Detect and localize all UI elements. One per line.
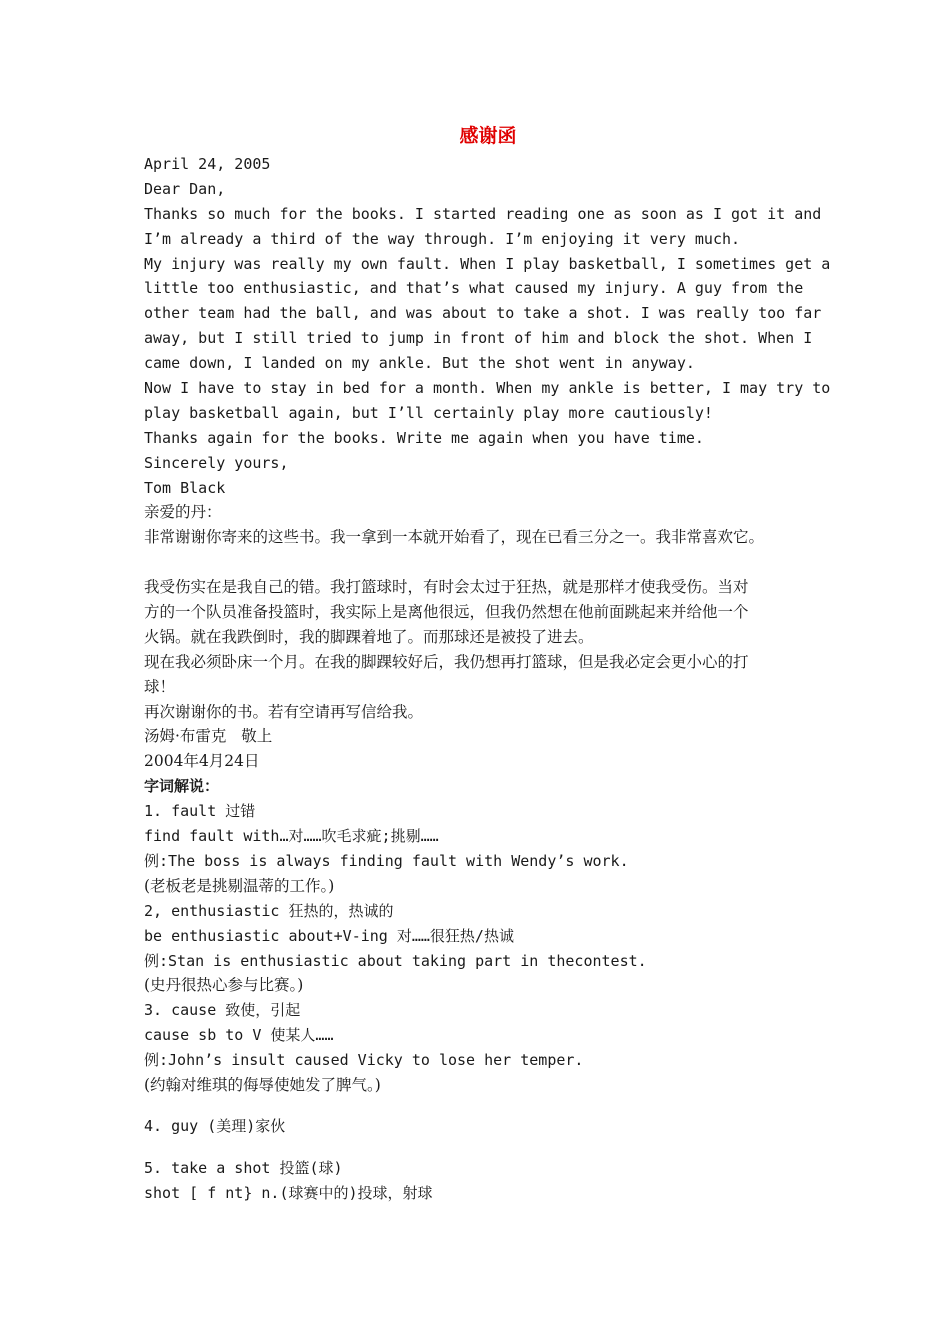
letter-line: little too enthusiastic, and that’s what caused my injury. A guy from the	[144, 279, 804, 298]
vocab-line: shot [ f nt} n.(球赛中的)投球，射球	[144, 1183, 433, 1202]
letter-line: My injury was really my own fault. When I play basketball, I sometimes get a	[144, 254, 831, 273]
page-title: 感谢函	[459, 125, 517, 147]
letter-line: play basketball again, but I’ll certainly play more cautiously!	[144, 403, 713, 422]
vocab-line: (史丹很热心参与比赛。)	[144, 976, 304, 995]
translation-line: 球！	[144, 677, 176, 696]
letter-line: away, but I still tried to jump in front of him and block the shot. When I	[144, 329, 813, 348]
letter-line: came down, I landed on my ankle. But the shot went in anyway.	[144, 354, 695, 373]
vocab-line: be enthusiastic about+V-ing 对……很狂热/热诚	[144, 926, 514, 945]
letter-date: April 24, 2005	[144, 155, 271, 173]
translation-line: 再次谢谢你的书。若有空请再写信给我。	[144, 702, 424, 721]
letter-line: Now I have to stay in bed for a month. When my ankle is better, I may try to	[144, 379, 831, 398]
vocab-line: find fault with…对……吹毛求疵;挑剔……	[144, 827, 439, 846]
letter-line: I’m already a third of the way through. I’m enjoying it very much.	[144, 229, 741, 248]
vocab-line: 例:John’s insult caused Vicky to lose her temper.	[144, 1051, 584, 1070]
letter-line: Thanks so much for the books. I started reading one as soon as I got it and	[144, 204, 822, 223]
translation-signature: 汤姆·布雷克 敬上	[144, 727, 273, 746]
letter-signature: Tom Black	[144, 478, 226, 497]
vocab-line: 2, enthusiastic 狂热的，热诚的	[144, 901, 394, 920]
vocab-line: 3. cause 致使，引起	[144, 1001, 301, 1020]
translation-date: 2004年4月24日	[144, 752, 260, 771]
document-page	[144, 120, 834, 1206]
translation-line: 现在我必须卧床一个月。在我的脚踝较好后，我仍想再打篮球，但是我必定会更小心的打	[144, 652, 749, 671]
translation-line: 火锅。就在我跌倒时，我的脚踝着地了。而那球还是被投了进去。	[144, 627, 594, 646]
translation-paragraph: 非常谢谢你寄来的这些书。我一拿到一本就开始看了，现在已看三分之一。我非常喜欢它。	[144, 528, 765, 547]
letter-salutation: Dear Dan,	[144, 179, 226, 198]
translation-salutation: 亲爱的丹：	[144, 503, 222, 522]
vocab-line: 例:The boss is always finding fault with Wendy’s work.	[144, 851, 629, 870]
letter-line: Thanks again for the books. Write me again when you have time.	[144, 428, 704, 447]
vocab-line: 4. guy (美理)家伙	[144, 1117, 286, 1136]
vocab-line: 例:Stan is enthusiastic about taking part in thecontest.	[144, 951, 647, 970]
letter-closing: Sincerely yours,	[144, 453, 289, 472]
vocab-line: cause sb to V 使某人……	[144, 1026, 334, 1045]
vocab-line: 5. take a shot 投篮(球)	[144, 1158, 343, 1177]
vocab-line: (老板老是挑剔温蒂的工作。)	[144, 876, 335, 895]
vocab-line: (约翰对维琪的侮辱使她发了脾气。)	[144, 1075, 381, 1094]
translation-line: 我受伤实在是我自己的错。我打篮球时，有时会太过于狂热，就是那样才使我受伤。当对	[144, 578, 749, 597]
translation-line: 方的一个队员准备投篮时，我实际上是离他很远，但我仍然想在他前面跳起来并给他一个	[144, 603, 749, 622]
vocab-line: 1. fault 过错	[144, 802, 256, 821]
vocab-heading: 字词解说：	[144, 777, 220, 796]
letter-line: other team had the ball, and was about to take a shot. I was really too far	[144, 304, 822, 323]
